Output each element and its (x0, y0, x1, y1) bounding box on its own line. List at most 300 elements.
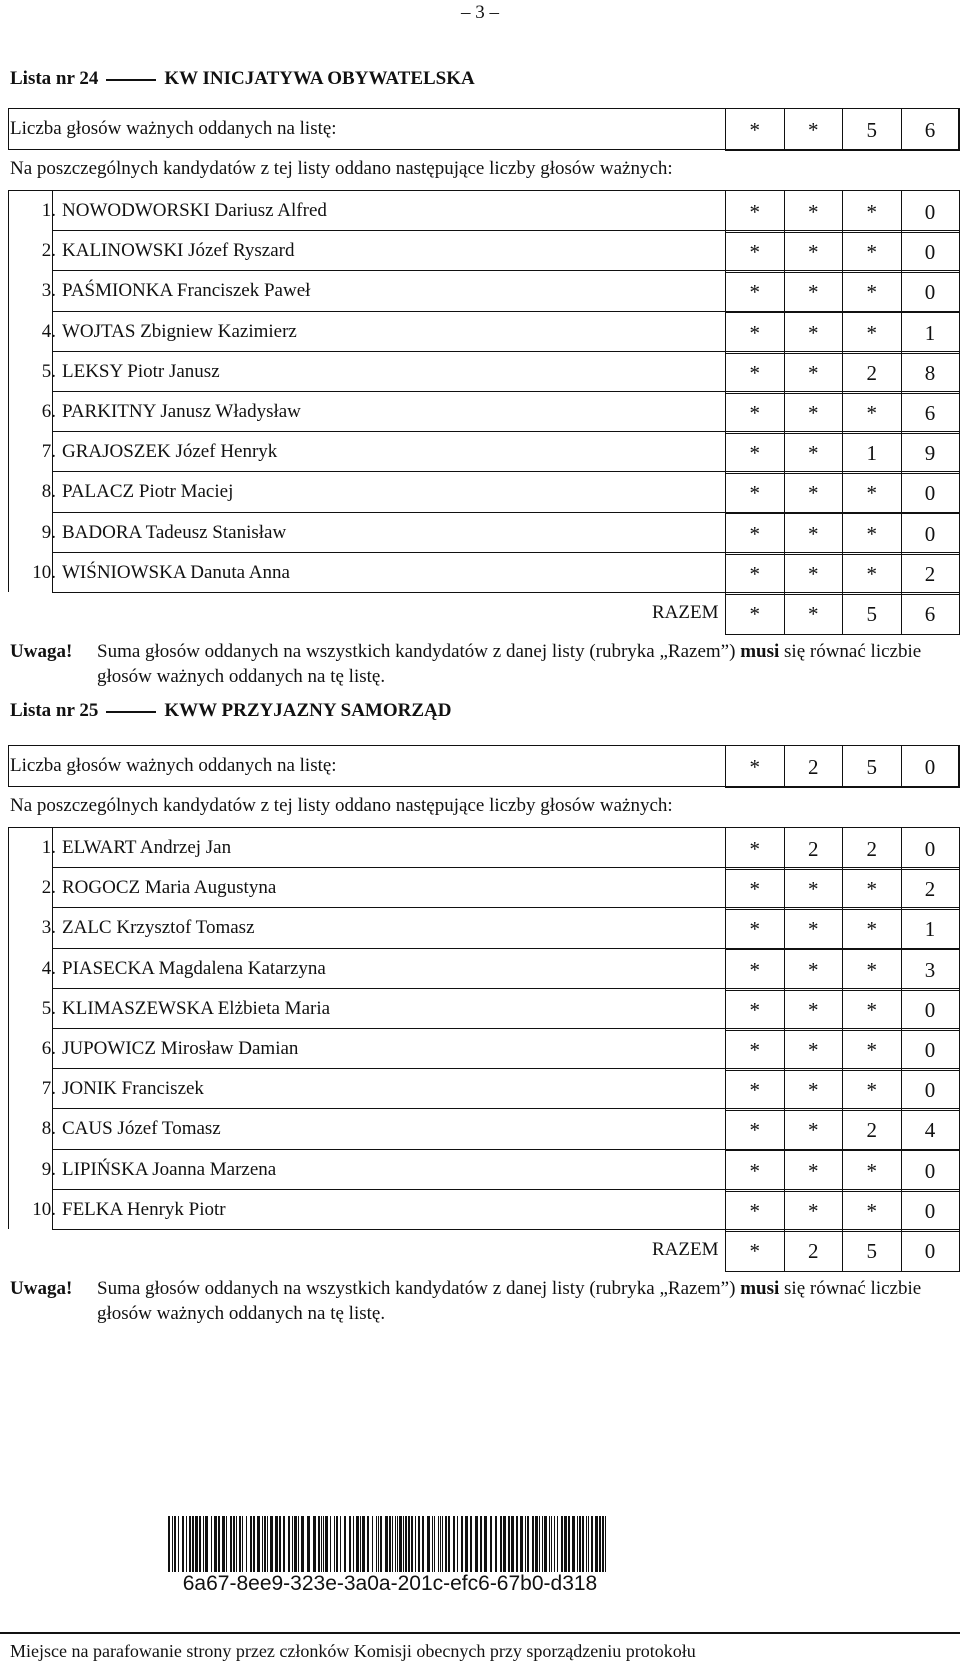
barcode-bar (205, 1516, 208, 1572)
barcode-bar (539, 1516, 540, 1572)
candidate-number-divider (52, 391, 53, 431)
candidate-name: WOJTAS Zbigniew Kazimierz (62, 320, 297, 342)
candidate-name: NOWODWORSKI Dariusz Alfred (62, 200, 327, 221)
barcode-bar (239, 1516, 241, 1572)
candidate-row (0, 1189, 960, 1232)
candidate-entry (10, 1068, 204, 1110)
barcode-bar (480, 1516, 482, 1572)
candidate-vote-digit: * (725, 907, 785, 950)
candidate-block-top (8, 827, 725, 828)
razem-digit: 0 (901, 1229, 960, 1272)
candidate-number-divider (52, 471, 53, 511)
barcode-bar (561, 1516, 563, 1572)
candidate-entry (10, 431, 277, 473)
razem-row (0, 1229, 960, 1272)
candidate-vote-digit: 1 (842, 431, 902, 474)
candidate-entry (10, 351, 220, 393)
candidate-name: KALINOWSKI Józef Ryszard (62, 240, 295, 262)
barcode-bar (527, 1516, 529, 1572)
barcode-bar (246, 1516, 247, 1572)
candidate-vote-digit: * (842, 1068, 902, 1111)
candidate-vote-digit: * (725, 1068, 785, 1111)
candidate-name: ROGOCZ Maria Augustyna (62, 877, 277, 899)
barcode-bar (288, 1516, 290, 1572)
list-committee-name: KW INICJATYWA OBYWATELSKA (164, 68, 475, 89)
candidate-vote-digit: * (725, 270, 785, 313)
candidate-vote-digit: * (784, 391, 844, 434)
barcode-bar (411, 1516, 413, 1572)
barcode-bar (307, 1516, 310, 1572)
barcode-bar (500, 1516, 502, 1572)
candidate-row (0, 867, 960, 910)
note-text-start: Suma głosów oddanych na wszystkich kandydatów z danej listy (rubryka „Razem”) (97, 641, 741, 662)
barcode-bar (442, 1516, 443, 1572)
candidate-row (0, 512, 960, 555)
barcode-bar (279, 1516, 281, 1572)
barcode-bar (602, 1516, 604, 1572)
barcode-bar (233, 1516, 235, 1572)
candidate-number: 9. (41, 1158, 56, 1180)
candidate-number: 9. (41, 521, 56, 543)
valid-votes-label: Liczba głosów ważnych oddanych na listę: (10, 755, 337, 776)
note-emphasis: musi (740, 1278, 780, 1299)
candidate-vote-digit: * (725, 948, 785, 991)
barcode-bar (270, 1516, 273, 1572)
candidate-vote-digit: * (842, 1149, 902, 1192)
valid-votes-row (0, 108, 960, 151)
candidate-number-divider (52, 351, 53, 391)
candidate-row (0, 351, 960, 394)
candidate-number-divider (52, 988, 53, 1028)
barcode-bar (378, 1516, 379, 1572)
candidate-vote-digit: * (784, 512, 844, 555)
barcode-bar (325, 1516, 328, 1572)
candidate-number: 1. (41, 837, 56, 858)
barcode-bar (389, 1516, 391, 1572)
candidate-vote-digit: * (784, 1028, 844, 1071)
candidate-vote-digit: 0 (901, 1028, 960, 1071)
title-dash (106, 711, 156, 713)
candidate-entry (10, 1189, 226, 1231)
barcode-bar (403, 1516, 404, 1572)
barcode-bar (422, 1516, 424, 1572)
candidate-vote-digit: 2 (901, 867, 960, 910)
candidate-number: 4. (41, 320, 56, 342)
barcode-bar (495, 1516, 497, 1572)
candidate-vote-digit: * (725, 471, 785, 514)
barcode-bar (392, 1516, 393, 1572)
candidate-row (0, 1028, 960, 1071)
barcode-bar (465, 1516, 468, 1572)
candidate-row (0, 471, 960, 514)
candidate-entry (10, 1149, 276, 1191)
razem-row (0, 592, 960, 635)
candidate-name: PIASECKA Magdalena Katarzyna (62, 957, 326, 979)
valid-votes-digit: 5 (842, 745, 902, 788)
candidate-vote-digit: * (784, 867, 844, 910)
candidate-vote-digit: * (725, 512, 785, 555)
valid-votes-digit: 5 (842, 108, 902, 151)
barcode-bar (542, 1516, 543, 1572)
candidate-name: ELWART Andrzej Jan (62, 837, 232, 858)
barcode-bar (321, 1516, 322, 1572)
candidate-vote-digit: * (784, 230, 844, 273)
candidate-number: 10. (32, 1198, 56, 1220)
barcode-bar (334, 1516, 335, 1572)
barcode-bar (168, 1516, 170, 1572)
barcode-bar (397, 1516, 398, 1572)
candidate-vote-digit: * (725, 988, 785, 1031)
barcode-bar (356, 1516, 359, 1572)
barcode-bar (395, 1516, 396, 1572)
barcode-bar (453, 1516, 455, 1572)
barcode-bar (349, 1516, 351, 1572)
candidate-name: KLIMASZEWSKA Elżbieta Maria (62, 997, 331, 1019)
list-section-2 (0, 700, 960, 1400)
barcode-bar (267, 1516, 268, 1572)
candidate-entry (10, 391, 301, 433)
barcode-bar (484, 1516, 487, 1572)
candidate-name: ZALC Krzysztof Tomasz (62, 917, 255, 939)
candidate-name: LIPIŃSKA Joanna Marzena (62, 1158, 277, 1180)
candidate-number: 2. (41, 240, 56, 262)
barcode-bar (264, 1516, 266, 1572)
footer-rule (0, 1632, 960, 1634)
candidate-number: 5. (41, 360, 56, 382)
razem-digit: 6 (901, 592, 960, 635)
candidate-vote-digit: * (784, 988, 844, 1031)
barcode-bar (380, 1516, 382, 1572)
candidate-number-divider (52, 1189, 53, 1229)
barcode-bar (544, 1516, 547, 1572)
barcode-bar (470, 1516, 472, 1572)
list-section-1 (0, 60, 960, 760)
candidate-name: PAŚMIONKA Franciszek Paweł (62, 280, 311, 302)
barcode-bar (330, 1516, 331, 1572)
candidate-vote-digit: 2 (842, 1108, 902, 1151)
candidate-number-divider (52, 190, 53, 230)
barcode-bar (336, 1516, 338, 1572)
barcode-bar (564, 1516, 567, 1572)
candidates-intro: Na poszczególnych kandydatów z tej listy oddano następujące liczby głosów ważnych: (10, 158, 673, 179)
candidate-number-divider (52, 512, 53, 552)
razem-label: RAZEM (652, 1239, 719, 1260)
barcode-bar (554, 1516, 555, 1572)
barcode-bar (211, 1516, 212, 1572)
razem-digit: 5 (842, 1229, 902, 1272)
candidate-vote-digit: 9 (901, 431, 960, 474)
note (10, 639, 922, 687)
barcode-bar (376, 1516, 377, 1572)
candidate-vote-digit: 0 (901, 270, 960, 313)
candidate-vote-digit: 1 (901, 907, 960, 950)
candidate-number-divider (52, 311, 53, 351)
barcode-bar (172, 1516, 173, 1572)
valid-votes-digit: * (725, 108, 785, 151)
barcode-bar (405, 1516, 407, 1572)
candidate-vote-digit: * (784, 907, 844, 950)
note-text-end: się równać liczbie głosów ważnych oddanych na tę listę. (97, 1278, 922, 1324)
barcode-bar (557, 1516, 558, 1572)
note-text-end: się równać liczbie głosów ważnych oddanych na tę listę. (97, 641, 922, 687)
candidate-row (0, 552, 960, 595)
barcode-bar (340, 1516, 341, 1572)
barcode-bar (508, 1516, 510, 1572)
list-number: Lista nr 24 (10, 68, 99, 89)
barcode-bar (230, 1516, 232, 1572)
barcode (168, 1516, 608, 1572)
candidate-entry (10, 948, 326, 990)
candidate-row (0, 827, 960, 870)
barcode-bar (432, 1516, 433, 1572)
candidate-vote-digit: * (725, 1028, 785, 1071)
candidate-name: PARKITNY Janusz Władysław (62, 401, 301, 422)
candidate-entry (10, 471, 233, 513)
barcode-bar (579, 1516, 581, 1572)
candidates-intro: Na poszczególnych kandydatów z tej listy oddano następujące liczby głosów ważnych: (10, 795, 673, 816)
candidate-number-divider (52, 270, 53, 310)
candidate-vote-digit: 0 (901, 827, 960, 870)
barcode-bar (461, 1516, 463, 1572)
barcode-bar (186, 1516, 187, 1572)
candidate-name: WIŚNIOWSKA Danuta Anna (62, 561, 290, 583)
barcode-bar (427, 1516, 430, 1572)
barcode-bar (182, 1516, 184, 1572)
barcode-bar (294, 1516, 297, 1572)
page-number: – 3 – (461, 2, 499, 23)
candidate-row (0, 1149, 960, 1192)
barcode-bar (344, 1516, 346, 1572)
candidate-vote-digit: 2 (901, 552, 960, 595)
candidate-vote-digit: * (725, 1189, 785, 1232)
candidate-vote-digit: * (842, 988, 902, 1031)
candidate-vote-digit: 1 (901, 311, 960, 354)
candidate-vote-digit: * (842, 1028, 902, 1071)
candidate-vote-digit: 6 (901, 391, 960, 434)
candidate-number: 3. (41, 917, 56, 939)
barcode-bar (323, 1516, 324, 1572)
candidate-number-divider (52, 907, 53, 947)
barcode-bar (418, 1516, 420, 1572)
candidate-row (0, 270, 960, 313)
candidate-number: 8. (41, 1118, 56, 1140)
candidate-vote-digit: * (784, 311, 844, 354)
barcode-bar (242, 1516, 243, 1572)
barcode-bar (577, 1516, 578, 1572)
barcode-bar (195, 1516, 198, 1572)
valid-votes-row (0, 745, 960, 788)
candidate-name: FELKA Henryk Piotr (62, 1198, 226, 1220)
barcode-bar (353, 1516, 354, 1572)
candidate-vote-digit: 4 (901, 1108, 960, 1151)
candidate-number-divider (52, 827, 53, 867)
candidate-vote-digit: 8 (901, 351, 960, 394)
candidate-number-divider (52, 431, 53, 471)
candidate-number-divider (52, 552, 53, 592)
barcode-bar (588, 1516, 589, 1572)
candidate-number-divider (52, 1028, 53, 1068)
barcode-bar (360, 1516, 361, 1572)
barcode-bar (399, 1516, 402, 1572)
barcode-bar (236, 1516, 237, 1572)
valid-votes-digit: * (784, 108, 844, 151)
candidate-name: CAUS Józef Tomasz (62, 1118, 221, 1140)
barcode-bar (257, 1516, 260, 1572)
razem-digit: * (784, 592, 844, 635)
barcode-bar (475, 1516, 478, 1572)
candidate-vote-digit: * (784, 431, 844, 474)
candidate-vote-digit: * (725, 230, 785, 273)
candidate-vote-digit: 3 (901, 948, 960, 991)
candidate-number: 10. (32, 561, 56, 583)
candidate-vote-digit: * (725, 311, 785, 354)
candidate-entry (10, 270, 310, 312)
candidate-vote-digit: * (842, 391, 902, 434)
candidate-vote-digit: 2 (842, 351, 902, 394)
candidate-vote-digit: * (725, 1149, 785, 1192)
candidate-entry (10, 907, 255, 949)
barcode-bar (298, 1516, 299, 1572)
barcode-bar (415, 1516, 416, 1572)
valid-votes-digit: 6 (901, 108, 960, 151)
candidate-vote-digit: 0 (901, 471, 960, 514)
candidate-vote-digit: * (842, 311, 902, 354)
candidate-entry (10, 190, 327, 232)
candidate-number: 7. (41, 1078, 56, 1100)
barcode-bar (551, 1516, 552, 1572)
note-label: Uwaga! (10, 641, 73, 662)
barcode-bar (275, 1516, 278, 1572)
candidate-vote-digit: 2 (842, 827, 902, 870)
candidate-entry (10, 988, 330, 1030)
candidate-row (0, 948, 960, 991)
barcode-bar (283, 1516, 285, 1572)
candidate-vote-digit: 0 (901, 1189, 960, 1232)
barcode-text: 6a67-8ee9-323e-3a0a-201c-efc6-67b0-d318 (182, 1572, 598, 1595)
barcode-bar (572, 1516, 575, 1572)
barcode-bar (568, 1516, 570, 1572)
barcode-bar (408, 1516, 410, 1572)
title-dash (106, 79, 156, 81)
candidate-vote-digit: 0 (901, 1149, 960, 1192)
candidate-vote-digit: * (842, 867, 902, 910)
candidate-name: LEKSY Piotr Janusz (62, 360, 220, 382)
barcode-bar (292, 1516, 293, 1572)
note-label: Uwaga! (10, 1278, 73, 1299)
barcode-bar (222, 1516, 225, 1572)
candidate-vote-digit: * (784, 948, 844, 991)
candidate-entry (10, 1108, 221, 1150)
barcode-bar (525, 1516, 526, 1572)
barcode-bar (599, 1516, 601, 1572)
candidate-vote-digit: * (784, 1189, 844, 1232)
barcode-bar (301, 1516, 304, 1572)
barcode-bar (535, 1516, 538, 1572)
valid-votes-digit: 0 (901, 745, 960, 788)
barcode-bar (250, 1516, 252, 1572)
candidate-number-divider (52, 1068, 53, 1108)
note-emphasis: musi (740, 641, 780, 662)
barcode-bar (203, 1516, 204, 1572)
candidate-vote-digit: * (784, 1068, 844, 1111)
razem-digit: 5 (842, 592, 902, 635)
barcode-bar (199, 1516, 201, 1572)
candidate-number-divider (52, 867, 53, 907)
barcode-bar (490, 1516, 492, 1572)
candidate-name: PALACZ Piotr Maciej (62, 481, 234, 503)
note-text-start: Suma głosów oddanych na wszystkich kandydatów z danej listy (rubryka „Razem”) (97, 1278, 741, 1299)
barcode-bar (367, 1516, 369, 1572)
barcode-bar (434, 1516, 435, 1572)
candidate-row (0, 907, 960, 950)
list-title (10, 700, 451, 722)
note-text (97, 1276, 960, 1326)
candidate-vote-digit: * (784, 190, 844, 233)
candidate-row (0, 1068, 960, 1111)
list-committee-name: KWW PRZYJAZNY SAMORZĄD (164, 700, 452, 721)
candidate-vote-digit: * (842, 270, 902, 313)
barcode-bar (174, 1516, 176, 1572)
candidate-vote-digit: * (784, 351, 844, 394)
barcode-bar (362, 1516, 365, 1572)
candidate-vote-digit: * (725, 391, 785, 434)
candidate-name: BADORA Tadeusz Stanisław (62, 521, 287, 543)
barcode-bar (318, 1516, 320, 1572)
candidate-vote-digit: * (784, 270, 844, 313)
candidate-vote-digit: * (784, 1149, 844, 1192)
razem-digit: * (725, 1229, 785, 1272)
candidate-name: JUPOWICZ Mirosław Damian (62, 1038, 299, 1059)
candidate-row (0, 988, 960, 1031)
candidate-vote-digit: * (725, 827, 785, 870)
candidate-block-border (8, 190, 9, 592)
candidate-row (0, 311, 960, 354)
barcode-bar (253, 1516, 255, 1572)
razem-digit: * (725, 592, 785, 635)
candidate-vote-digit: * (725, 552, 785, 595)
candidate-number-divider (52, 948, 53, 988)
barcode-bar (586, 1516, 587, 1572)
candidate-vote-digit: * (842, 552, 902, 595)
barcode-bar (372, 1516, 373, 1572)
barcode-bar (520, 1516, 523, 1572)
candidate-number-divider (52, 230, 53, 270)
candidate-vote-digit: * (725, 1108, 785, 1151)
candidate-entry (10, 1028, 298, 1070)
barcode-bar (448, 1516, 450, 1572)
candidate-vote-digit: * (842, 907, 902, 950)
barcode-bar (582, 1516, 584, 1572)
barcode-bar (457, 1516, 458, 1572)
razem-label: RAZEM (652, 602, 719, 623)
barcode-bar (440, 1516, 441, 1572)
candidate-number: 7. (41, 441, 56, 463)
list-title (10, 68, 475, 90)
barcode-bar (503, 1516, 506, 1572)
candidate-vote-digit: 0 (901, 190, 960, 233)
candidate-entry (10, 311, 297, 353)
candidate-number: 6. (41, 1038, 56, 1059)
candidate-number-divider (52, 1108, 53, 1148)
barcode-bar (178, 1516, 179, 1572)
candidate-vote-digit: * (725, 431, 785, 474)
candidate-number: 2. (41, 877, 56, 899)
candidate-vote-digit: * (784, 471, 844, 514)
barcode-bar (445, 1516, 447, 1572)
candidate-entry (10, 867, 276, 909)
valid-votes-digit: * (725, 745, 785, 788)
candidate-number: 5. (41, 997, 56, 1019)
